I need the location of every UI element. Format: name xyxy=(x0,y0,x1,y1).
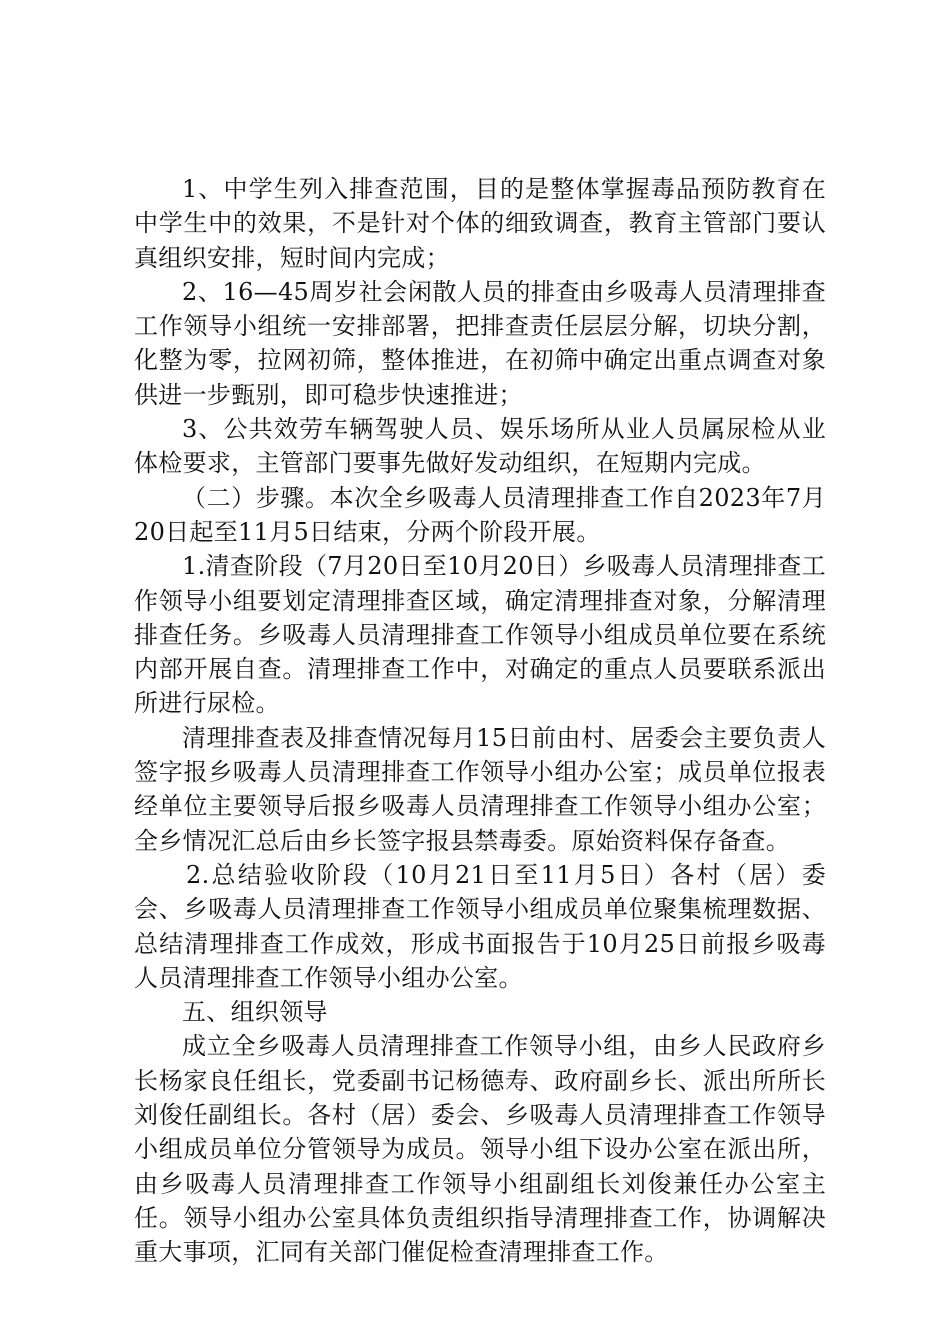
paragraph-step-2: 2.总结验收阶段（10月21日至11月5日）各村（居）委会、乡吸毒人员清理排查工作领导小组成员单位聚集梳理数据、总结清理排查工作成效，形成书面报告于10月25日前报乡吸毒人员清理排查工作领导小组办公室。 xyxy=(134,860,826,992)
paragraph-steps-heading: （二）步骤。本次全乡吸毒人员清理排查工作自2023年7月20日起至11月5日结束，分两个阶段开展。 xyxy=(134,483,826,546)
paragraph-step-1: 1.清查阶段（7月20日至10月20日）乡吸毒人员清理排查工作领导小组要划定清理排查区域，确定清理排查对象，分解清理排查任务。乡吸毒人员清理排查工作领导小组成员单位要在系统内部开展自查。清理排查工作中，对确定的重点人员要联系派出所进行尿检。 xyxy=(134,552,826,718)
paragraph-screening-drivers: 3、公共效劳车辆驾驶人员、娱乐场所从业人员属尿检从业体检要求，主管部门要事先做好发动组织，在短期内完成。 xyxy=(134,415,826,478)
paragraph-screening-students: 1、中学生列入排查范围，目的是整体掌握毒品预防教育在中学生中的效果，不是针对个体的细致调查，教育主管部门要认真组织安排，短时间内完成； xyxy=(134,175,826,272)
section-heading-organization: 五、组织领导 xyxy=(182,998,328,1027)
document-body xyxy=(134,172,826,1270)
paragraph-screening-idle-persons: 2、16—45周岁社会闲散人员的排查由乡吸毒人员清理排查工作领导小组统一安排部署，把排查责任层层分解，切块分割，化整为零，拉网初筛，整体推进，在初筛中确定出重点调查对象供进一步甄别，即可稳步快速推进； xyxy=(134,277,826,409)
paragraph-reporting: 清理排查表及排查情况每月15日前由村、居委会主要负责人签字报乡吸毒人员清理排查工作领导小组办公室；成员单位报表经单位主要领导后报乡吸毒人员清理排查工作领导小组办公室；全乡情况汇总后由乡长签字报县禁毒委。原始资料保存备查。 xyxy=(134,723,826,855)
paragraph-leadership-group: 成立全乡吸毒人员清理排查工作领导小组，由乡人民政府乡长杨家良任组长，党委副书记杨德寿、政府副乡长、派出所所长刘俊任副组长。各村（居）委会、乡吸毒人员清理排查工作领导小组成员单位分管领导为成员。领导小组下设办公室在派出所，由乡吸毒人员清理排查工作领导小组副组长刘俊兼任办公室主任。领导小组办公室具体负责组织指导清理排查工作，协调解决重大事项，汇同有关部门催促检查清理排查工作。 xyxy=(134,1032,826,1267)
